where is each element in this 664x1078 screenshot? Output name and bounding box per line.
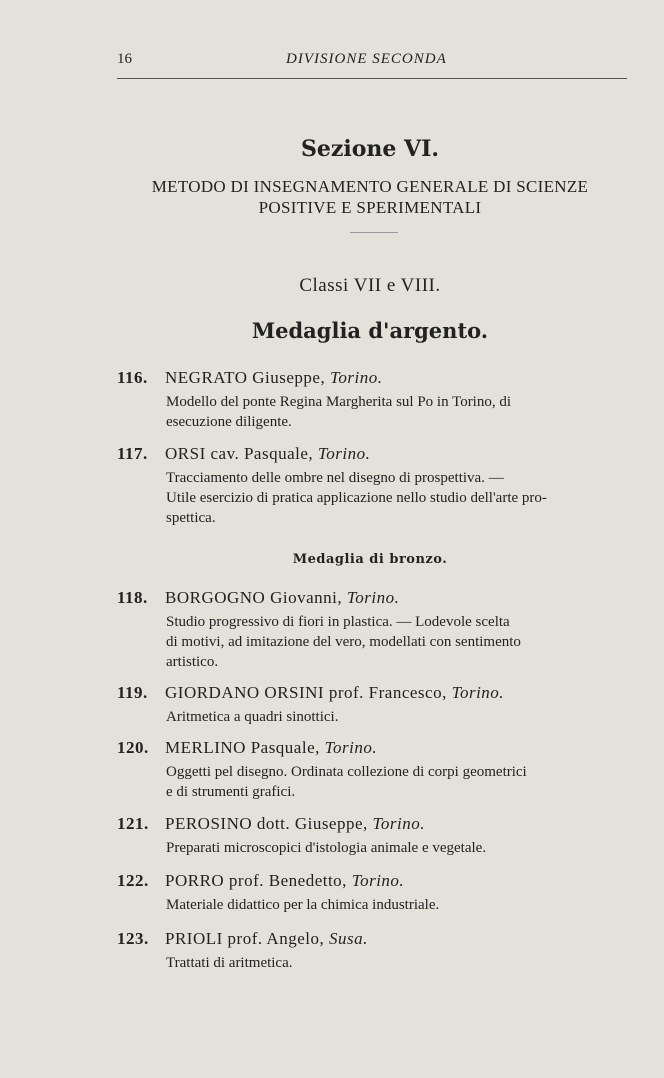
entry-description bbox=[166, 612, 637, 672]
desc-line: Tracciamento delle ombre nel disegno di prospettiva. — bbox=[166, 470, 504, 486]
desc-line: Utile esercizio di pratica applicazione nello studio dell'arte pro- bbox=[166, 490, 547, 506]
silver-medal-heading: Medaglia d'argento. bbox=[251, 318, 489, 343]
entry-description bbox=[166, 953, 637, 973]
entry-place: Torino. bbox=[324, 738, 378, 757]
entry-number: 117. bbox=[117, 444, 148, 463]
entry-number: 119. bbox=[117, 683, 148, 702]
desc-line: e di strumenti grafici. bbox=[166, 784, 296, 800]
bronze-medal-heading: Medaglia di bronzo. bbox=[292, 552, 448, 567]
entry-118 bbox=[117, 587, 637, 672]
entry-name: GIORDANO ORSINI prof. Francesco, bbox=[165, 683, 447, 702]
entry-122 bbox=[117, 870, 637, 915]
section-subtitle bbox=[100, 176, 640, 218]
section-subtitle-line-2: POSITIVE E SPERIMENTALI bbox=[258, 198, 482, 217]
desc-line: Trattati di aritmetica. bbox=[166, 955, 293, 971]
entry-121 bbox=[117, 813, 637, 858]
entry-place: Torino. bbox=[346, 588, 400, 607]
running-title: DIVISIONE SECONDA bbox=[286, 51, 447, 67]
entry-name: PORRO prof. Benedetto, bbox=[165, 871, 347, 890]
entry-123 bbox=[117, 928, 637, 973]
desc-line: Materiale didattico per la chimica industriale. bbox=[166, 897, 440, 913]
entry-name: ORSI cav. Pasquale, bbox=[165, 444, 314, 463]
entry-description bbox=[166, 895, 637, 915]
entry-description bbox=[166, 468, 637, 528]
entry-name: PRIOLI prof. Angelo, bbox=[165, 929, 325, 948]
entry-number: 123. bbox=[117, 929, 149, 948]
entry-place: Torino. bbox=[451, 683, 505, 702]
entry-number: 116. bbox=[117, 368, 148, 387]
entry-116 bbox=[117, 367, 637, 432]
entry-name: PEROSINO dott. Giuseppe, bbox=[165, 814, 368, 833]
entry-number: 118. bbox=[117, 588, 148, 607]
classes-heading: Classi VII e VIII. bbox=[299, 275, 441, 296]
desc-line: Modello del ponte Regina Margherita sul Po in Torino, di bbox=[166, 394, 512, 410]
section-subtitle-line-1: METODO DI INSEGNAMENTO GENERALE DI SCIENZE bbox=[151, 177, 589, 196]
entry-description bbox=[166, 707, 637, 727]
entry-name: NEGRATO Giuseppe, bbox=[165, 368, 326, 387]
desc-line: esecuzione diligente. bbox=[166, 414, 292, 430]
desc-line: Studio progressivo di fiori in plastica. — Lodevole scelta bbox=[166, 614, 510, 630]
entry-117 bbox=[117, 443, 637, 528]
desc-line: Aritmetica a quadri sinottici. bbox=[166, 709, 339, 725]
page-number: 16 bbox=[117, 51, 132, 67]
entry-place: Torino. bbox=[351, 871, 405, 890]
section-title: Sezione VI. bbox=[300, 136, 440, 162]
entry-number: 122. bbox=[117, 871, 149, 890]
entry-place: Torino. bbox=[372, 814, 426, 833]
desc-line: artistico. bbox=[166, 654, 219, 670]
desc-line: Oggetti pel disegno. Ordinata collezione di corpi geometrici bbox=[166, 764, 527, 780]
desc-line: Preparati microscopici d'istologia animale e vegetale. bbox=[166, 840, 487, 856]
entry-119 bbox=[117, 682, 637, 727]
entry-place: Torino. bbox=[329, 368, 383, 387]
desc-line: di motivi, ad imitazione del vero, modellati con sentimento bbox=[166, 634, 521, 650]
separator-rule bbox=[350, 232, 398, 233]
entry-place: Torino. bbox=[317, 444, 371, 463]
entry-description bbox=[166, 392, 637, 432]
entry-description bbox=[166, 838, 637, 858]
header-rule bbox=[117, 78, 627, 79]
entry-number: 120. bbox=[117, 738, 149, 757]
desc-line: spettica. bbox=[166, 510, 216, 526]
entry-place: Susa. bbox=[328, 929, 368, 948]
entry-name: BORGOGNO Giovanni, bbox=[165, 588, 343, 607]
entry-number: 121. bbox=[117, 814, 149, 833]
entry-description bbox=[166, 762, 637, 802]
entry-120 bbox=[117, 737, 637, 802]
entry-name: MERLINO Pasquale, bbox=[165, 738, 320, 757]
